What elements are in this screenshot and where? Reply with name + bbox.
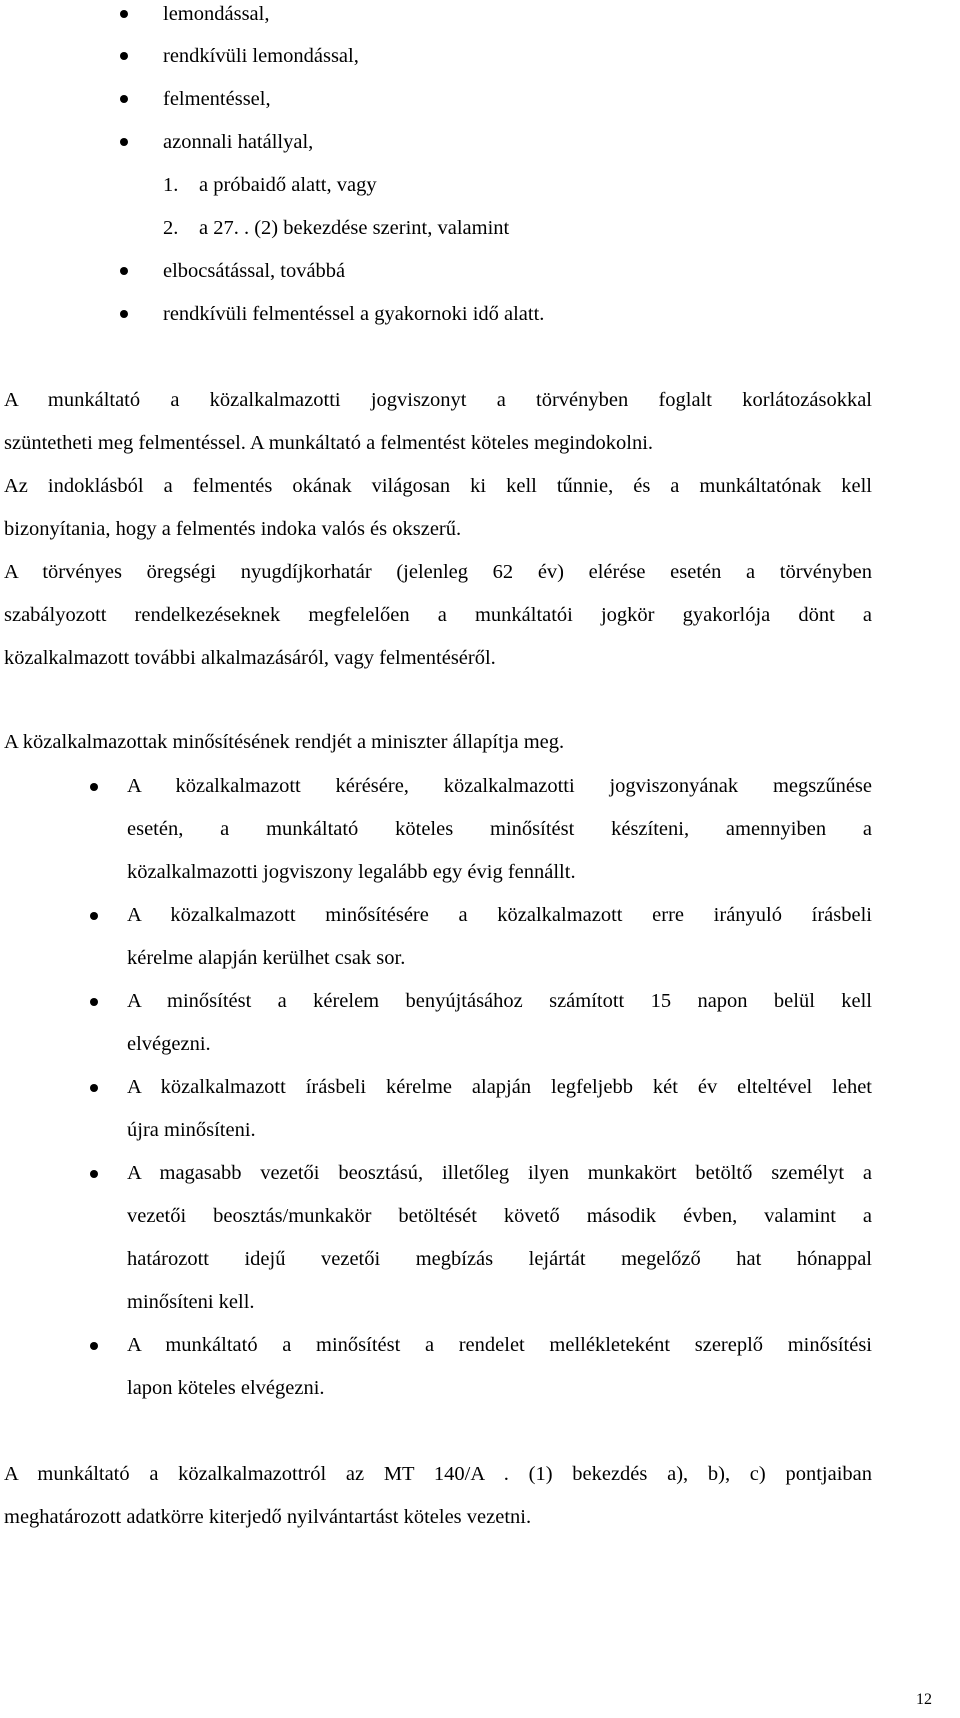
bullet-icon bbox=[120, 267, 128, 275]
bullet-icon bbox=[90, 912, 98, 920]
bullet-icon bbox=[120, 310, 128, 318]
bullet-icon bbox=[90, 1084, 98, 1092]
bullet-icon bbox=[90, 1170, 98, 1178]
bullet-icon bbox=[120, 52, 128, 60]
document-page: lemondással, rendkívüli lemondással, felmentéssel, azonnali hatállyal, 1. a próbaidő alatt, vagy 2. a 27. . (2) bekezdése szerint, valamint elbocsátással, továbbá rendkívüli felmentéssel a gyakornoki idő alatt. A munkáltató a közalkalmazotti jogviszonyt a törvényben foglalt korlátozásokkal szüntetheti meg felmentéssel. A munkáltató a felmentést köteles megindokolni. Az indoklásból a felmentés okának világosan ki kell tűnnie, és a munkáltatónak kell bizonyítania, hogy a felmentés indoka valós és okszerű. A törvényes öregségi nyugdíjkorhatár (jelenleg 62 év) elérése esetén a törvényben szabályozott rendelkezéseknek megfelelően a munkáltatói jogkör gyakorlója dönt a közalkalmazott további alkalmazásáról, vagy felmentéséről. A közalkalmazottak minősítésének rendjét a miniszter állapítja meg. A közalkalmazott kérésére, közalkalmazotti jogviszonyának megszűnése esetén, a munkáltató köteles minősítést készíteni, amennyiben a közalkalmazotti jogviszony legalább egy évig fennállt. A közalkalmazott minősítésére a közalkalmazott erre irányuló írásbeli kérelme alapján kerülhet csak sor. A minősítést a kérelem benyújtásához számított 15 napon belül kell elvégezni. A közalkalmazott írásbeli kérelme alapján legfeljebb két év elteltével lehet újra minősíteni. A magasabb vezetői beosztású, illetőleg ilyen munkakört betöltő személyt a vezetői beosztás/munkakör betöltését követő második évben, valamint a határozott idejű vezetői megbízás lejártát megelőző hat hónappal minősíteni kell. A munkáltató a minősítést a rendelet mellékleteként szereplő minősítési lapon köteles elvégezni. A munkáltató a közalkalmazottról az MT 140/A . (1) bekezdés a), b), c) pontjaiban meghatározott adatkörre kiterjedő nyilvántartást köteles vezetni. 12 bbox=[4, 3, 932, 1708]
page-number: 12 bbox=[916, 1691, 932, 1708]
bullet-icon bbox=[120, 138, 128, 146]
bullet-icon bbox=[90, 783, 98, 791]
bullet-icon bbox=[120, 10, 128, 18]
bullet-icon bbox=[90, 998, 98, 1006]
bullet-icon bbox=[120, 95, 128, 103]
bullet-icon bbox=[90, 1342, 98, 1350]
